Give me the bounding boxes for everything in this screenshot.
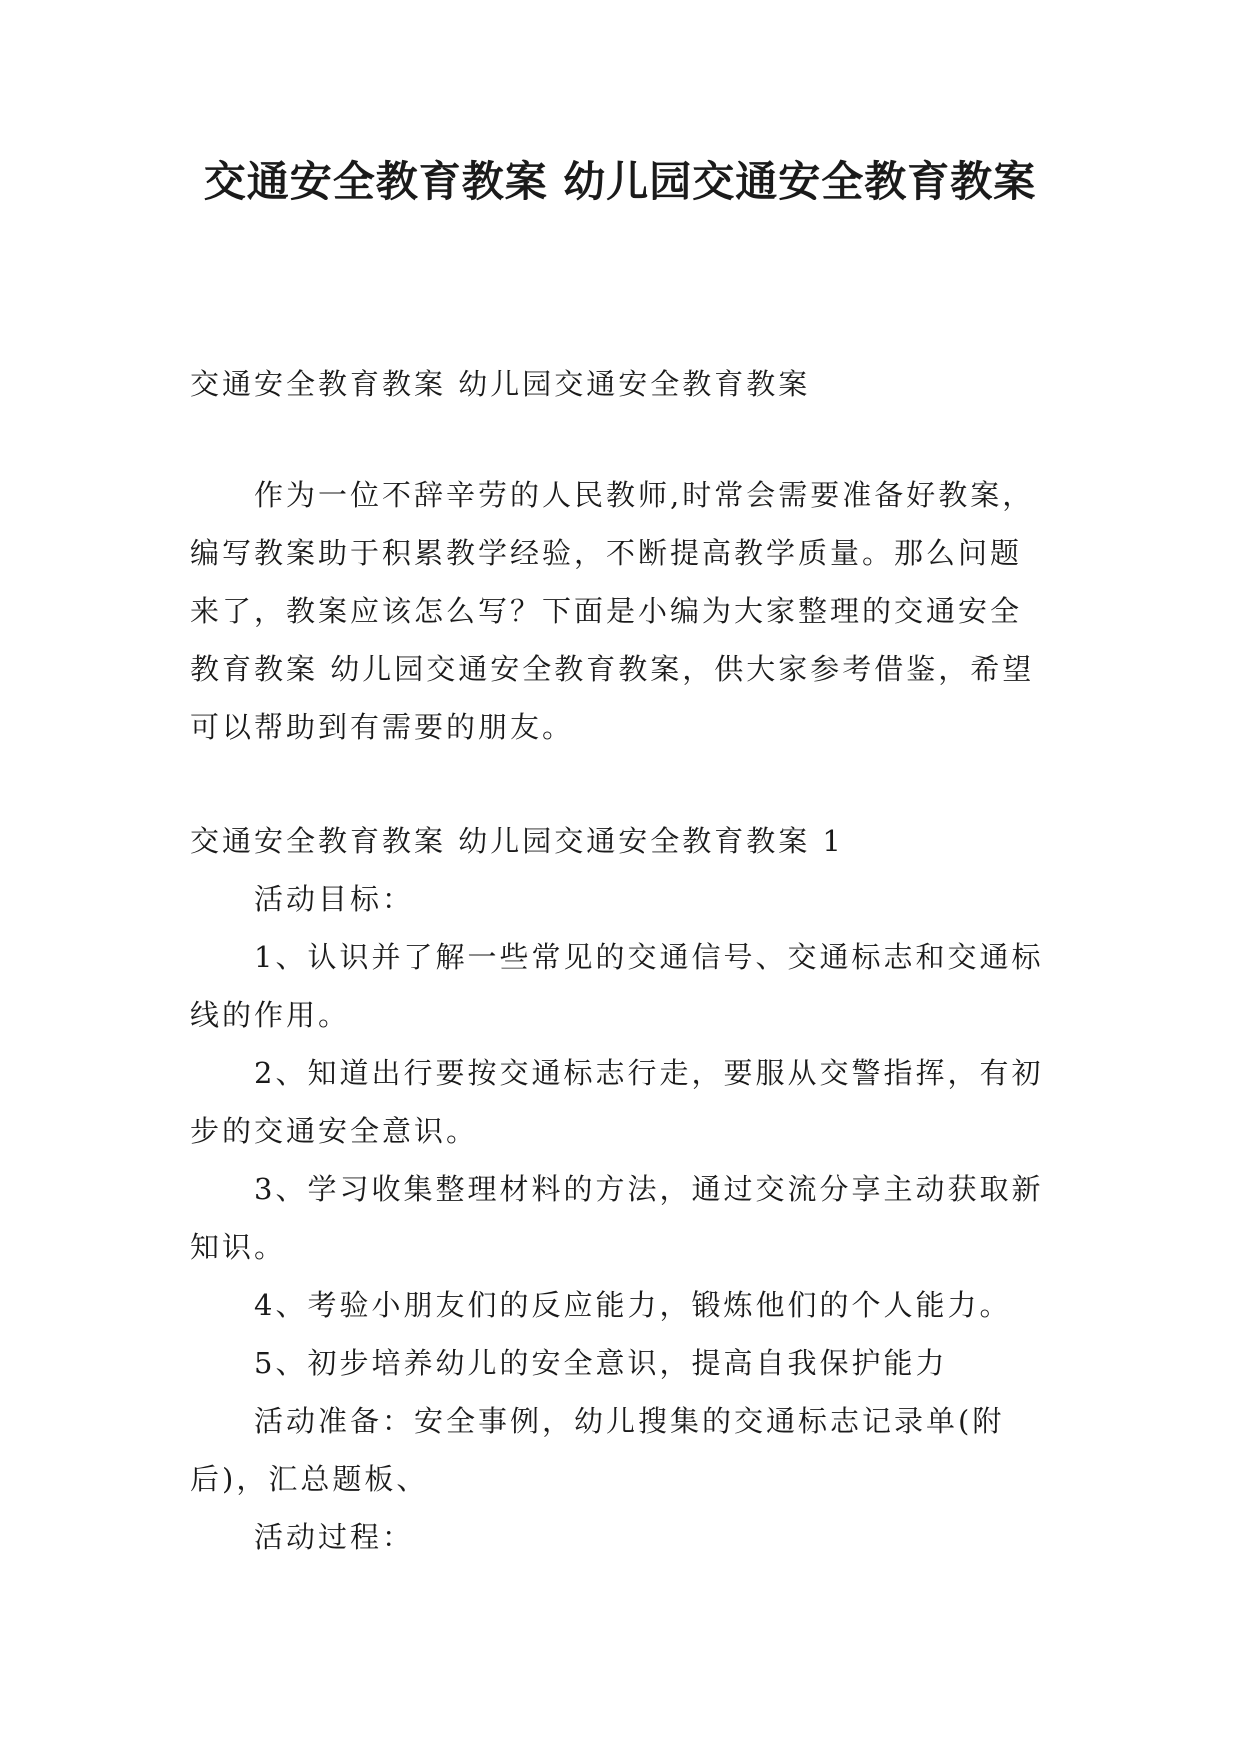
section-body: [190, 870, 1050, 1566]
goal-item: 4、考验小朋友们的反应能力，锻炼他们的个人能力。: [254, 1288, 1012, 1322]
goal-item: 1、认识并了解一些常见的交通信号、交通标志和交通标线的作用。: [190, 940, 1044, 1032]
document-title: 交通安全教育教案 幼儿园交通安全教育教案: [203, 157, 1037, 206]
intro-paragraph: 作为一位不辞辛劳的人民教师,时常会需要准备好教案，编写教案助于积累教学经验，不断提高教学质量。那么问题来了，教案应该怎么写？下面是小编为大家整理的交通安全教育教案 幼儿园交通安全教育教案，供大家参考借鉴，希望可以帮助到有需要的朋友。: [190, 478, 1035, 744]
goal-item: 5、初步培养幼儿的安全意识，提高自我保护能力: [254, 1346, 948, 1380]
goal-item: 2、知道出行要按交通标志行走，要服从交警指挥，有初步的交通安全意识。: [190, 1056, 1044, 1148]
goal-item: 3、学习收集整理材料的方法，通过交流分享主动获取新知识。: [190, 1172, 1044, 1264]
section-heading: 交通安全教育教案 幼儿园交通安全教育教案 1: [190, 824, 844, 858]
document-subtitle: 交通安全教育教案 幼儿园交通安全教育教案: [190, 367, 811, 401]
activity-process-label: 活动过程：: [254, 1520, 415, 1554]
activity-preparation: 活动准备：安全事例，幼儿搜集的交通标志记录单(附后)，汇总题板、: [190, 1404, 1005, 1496]
activity-goals-label: 活动目标：: [254, 882, 415, 916]
